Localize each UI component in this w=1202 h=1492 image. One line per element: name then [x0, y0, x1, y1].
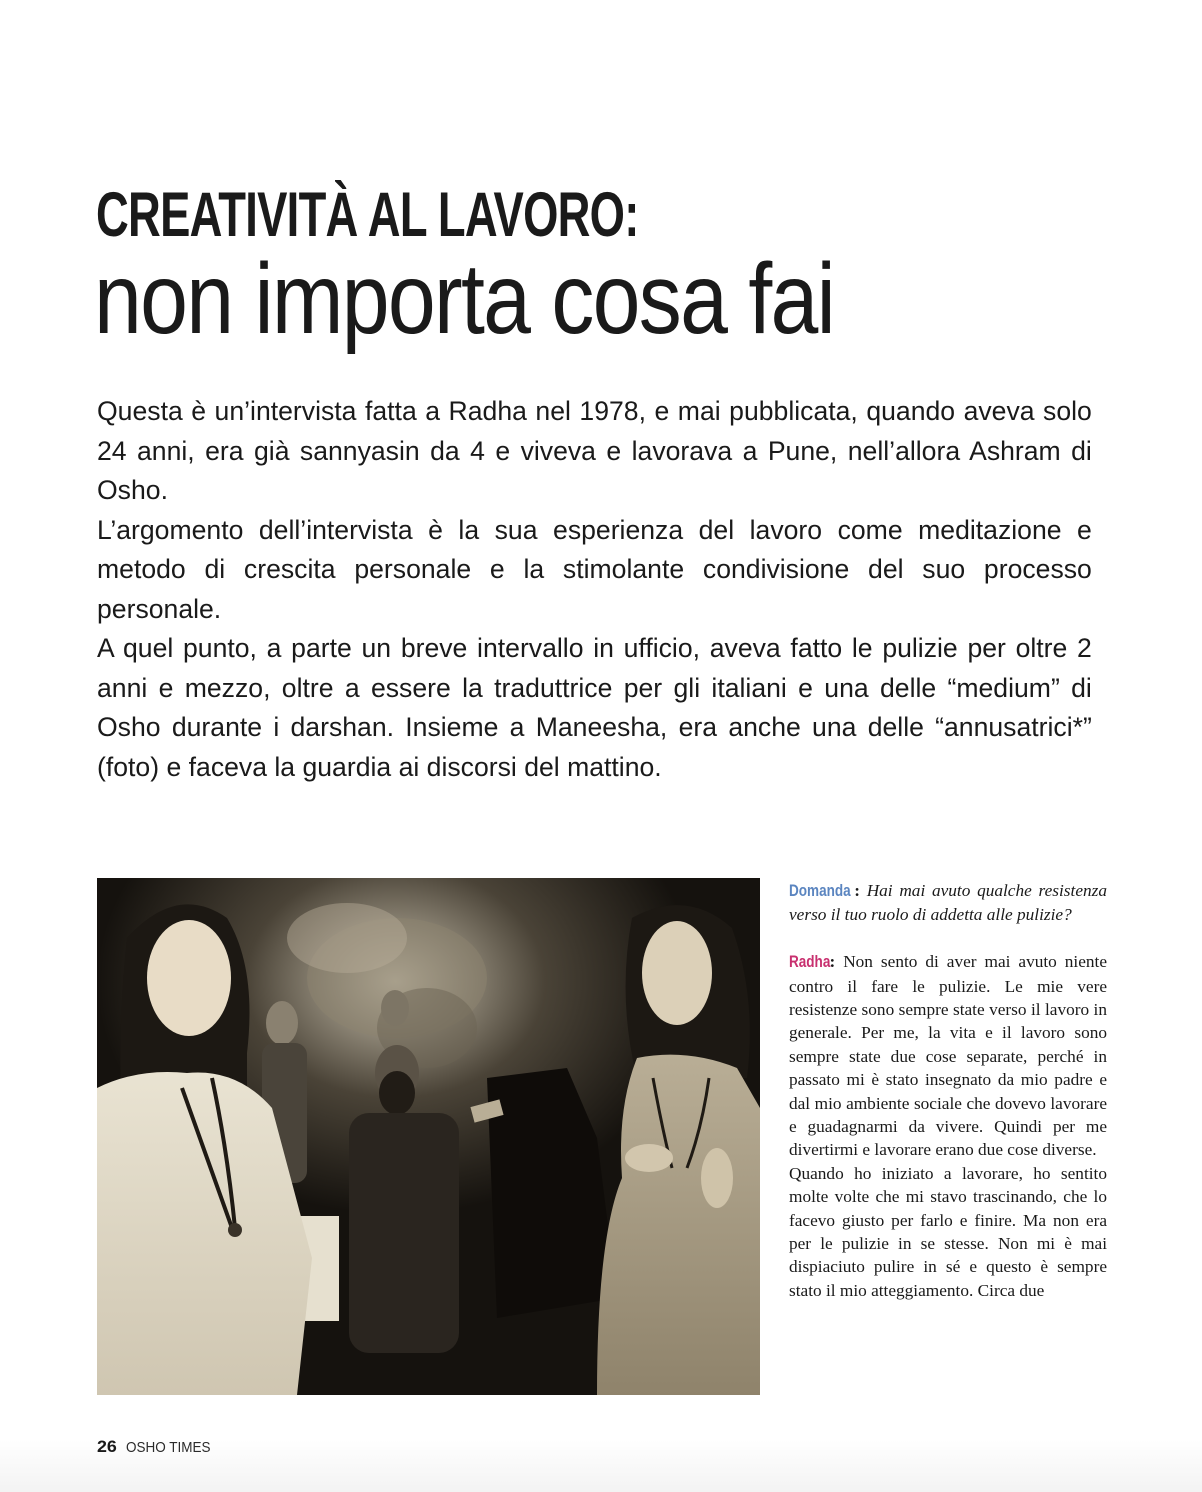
- question-text: Hai mai avuto qualche resistenza verso il tuo ruolo di addetta alle pulizie?: [789, 881, 1107, 925]
- answer-text: Non sento di aver mai avuto niente contro il fare le pulizie. Le mie vere resistenze sono sempre state verso il lavoro in generale. Per me, la vita e il lavoro sono sempre state due cose separate, perché in passato mi è stato insegnato da mio padre e dal mio ambiente sociale che dovevo lavorare e guadagnarmi da vivere. Quindi per me divertirmi e lavorare erano due cose diverse.: [789, 952, 1107, 1160]
- article-intro: [97, 392, 1092, 787]
- article-headline: non importa cosa fai: [94, 243, 835, 355]
- article-photo: [97, 878, 760, 1395]
- intro-paragraph: L’argomento dell’intervista è la sua esperienza del lavoro come meditazione e metodo di crescita personale e la stimolante condivisione del suo processo personale.: [97, 514, 1092, 624]
- interview-question: [789, 879, 1107, 927]
- page-footer: [97, 1437, 220, 1457]
- question-speaker-label: Domanda: [789, 882, 851, 900]
- answer-paragraph: Quando ho iniziato a lavorare, ho sentito molte volte che mi stavo trascinando, che lo facevo giusto per farlo e finire. Ma non era per le pulizie in se stesse. Non mi è mai dispiaciuto pulire in sé e questo è sempre stato il mio atteggiamento. Circa due: [789, 1163, 1107, 1300]
- photo-illustration: [97, 878, 760, 1395]
- answer-speaker-label: Radha: [789, 953, 831, 972]
- interview-answer: [789, 950, 1107, 1162]
- intro-paragraph: A quel punto, a parte un breve intervallo in ufficio, aveva fatto le pulizie per oltre 2 anni e mezzo, oltre a essere la traduttrice per gli italiani e una delle “medium” di Osho durante i darshan. Insieme a Maneesha, era anche una delle “annusatrici*” (foto) e faceva la guardia ai discorsi del mattino.: [97, 633, 1092, 782]
- magazine-name: OSHO TIMES: [125, 1439, 211, 1456]
- paragraph-spacer: [789, 927, 1107, 950]
- interview-column: [789, 879, 1107, 1302]
- page-number: 26: [97, 1437, 117, 1456]
- article-kicker: CREATIVITÀ AL LAVORO:: [96, 180, 639, 250]
- question-separator: :: [854, 881, 860, 900]
- answer-separator: :: [829, 952, 836, 972]
- background-person: [266, 1001, 298, 1045]
- intro-paragraph: Questa è un’intervista fatta a Radha nel 1978, e mai pubblicata, quando aveva solo 24 anni, era già sannyasin da 4 e viveva e lavorava a Pune, nell’allora Ashram di Osho.: [97, 396, 1092, 505]
